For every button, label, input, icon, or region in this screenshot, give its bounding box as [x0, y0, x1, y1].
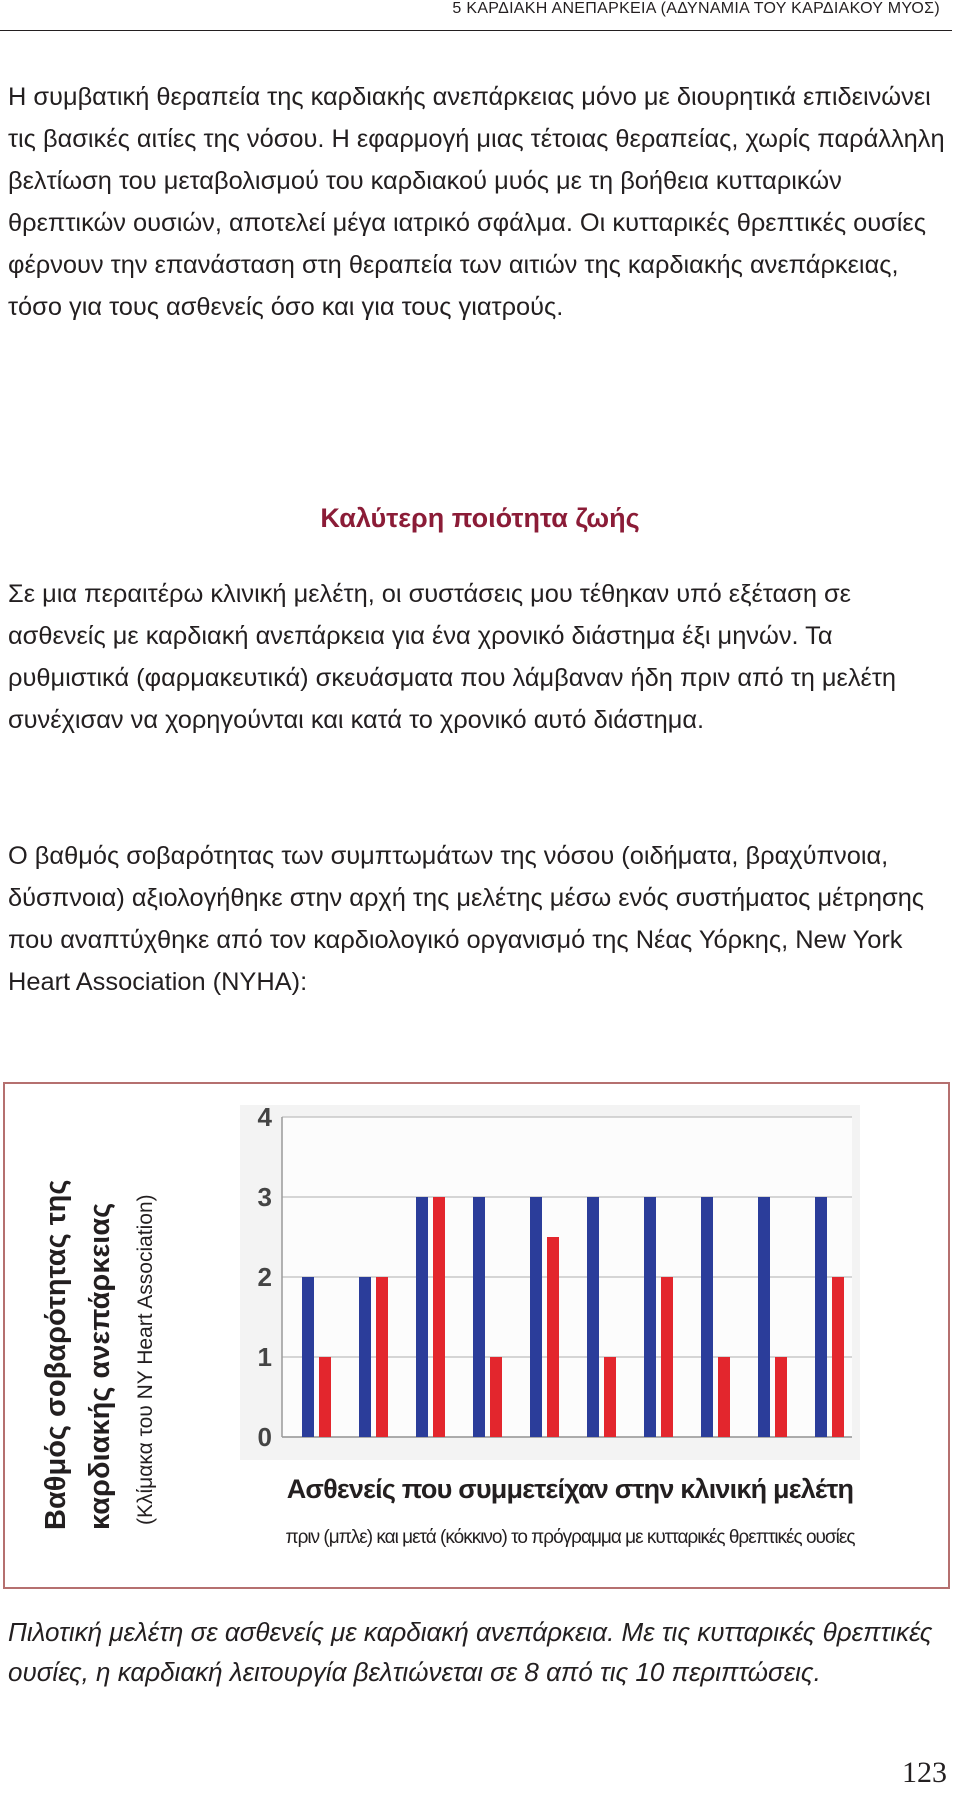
- chart-bar-after: [718, 1357, 730, 1437]
- chart-bar-after: [661, 1277, 673, 1437]
- chart-bar-before: [302, 1277, 314, 1437]
- chart-bar-before: [701, 1197, 713, 1437]
- page-number: 123: [902, 1756, 947, 1789]
- chart-bar-before: [587, 1197, 599, 1437]
- chart-y-axis-scale-note: (Κλίμακα του NY Heart Association): [134, 1194, 157, 1525]
- chart-bar-before: [473, 1197, 485, 1437]
- running-title: 5 ΚΑΡΔΙΑΚΗ ΑΝΕΠΑΡΚΕΙΑ (ΑΔΥΝΑΜΙΑ ΤΟΥ ΚΑΡΔΙΑΚΟΥ ΜΥΟΣ): [452, 0, 940, 17]
- chart-legend-note: πριν (μπλε) και μετά (κόκκινο) το πρόγραμμα με κυτταρικές θρεπτικές ουσίες: [285, 1527, 855, 1548]
- chart-bar-after: [604, 1357, 616, 1437]
- chart-x-axis-title: Ασθενείς που συμμετείχαν στην κλινική μελέτη: [286, 1474, 854, 1504]
- chart-bar-before: [758, 1197, 770, 1437]
- chart-bar-before: [416, 1197, 428, 1437]
- chart-y-tick-label: 0: [257, 1422, 272, 1452]
- chart-bar-after: [319, 1357, 331, 1437]
- paragraph-2: Σε μια περαιτέρω κλινική μελέτη, οι συστάσεις μου τέθηκαν υπό εξέταση σε ασθενείς με καρδιακή ανεπάρκεια για ένα χρονικό διάστημα έξι μηνών. Τα ρυθμιστικά (φαρμακευτικά) σκευάσματα που λάμβαναν ήδη πριν από τη μελέτη συνέχισαν να χορηγούνται και κατά το χρονικό αυτό διάστημα.: [8, 580, 897, 734]
- chart-y-axis-label-line2: καρδιακής ανεπάρκειας: [84, 1202, 116, 1530]
- chart-bar-after: [547, 1237, 559, 1437]
- chart-y-axis-label-line1: Βαθμός σοβαρότητας της: [40, 1179, 72, 1530]
- chart-y-tick-label: 2: [257, 1262, 272, 1292]
- chart-bar-after: [376, 1277, 388, 1437]
- chart-bar-after: [832, 1277, 844, 1437]
- chart-y-tick-label: 1: [257, 1342, 272, 1372]
- figure-caption: Πιλοτική μελέτη σε ασθενείς με καρδιακή ανεπάρκεια. Με τις κυτταρικές θρεπτικές ουσίες, η καρδιακή λειτουργία βελτιώνεται σε 8 από τις 10 περιπτώσεις.: [8, 1617, 933, 1687]
- paragraph-3: Ο βαθμός σοβαρότητας των συμπτωμάτων της νόσου (οιδήματα, βραχύπνοια, δύσπνοια) αξιολογήθηκε στην αρχή της μελέτης μέσω ενός συστήματος μέτρησης που αναπτύχθηκε από τον καρδιολογικό οργανισμό της Νέας Υόρκης, New York Heart Association (NYHA):: [8, 842, 925, 996]
- chart-bar-before: [530, 1197, 542, 1437]
- chart-bar-after: [433, 1197, 445, 1437]
- paragraph-1: Η συμβατική θεραπεία της καρδιακής ανεπάρκειας μόνο με διουρητικά επιδεινώνει τις βασικές αιτίες της νόσου. Η εφαρμογή μιας τέτοιας θεραπείας, χωρίς παράλληλη βελτίωση του μεταβολισμού του καρδιακού μυός με τη βοήθεια κυτταρικών θρεπτικών ουσιών, αποτελεί μέγα ιατρικό σφάλμα. Οι κυτταρικές θρεπτικές ουσίες φέρνουν την επανάσταση στη θεραπεία των αιτιών της καρδιακής ανεπάρκειας, τόσο για τους ασθενείς όσο και για τους γιατρούς.: [8, 83, 945, 321]
- chart-bar-before: [815, 1197, 827, 1437]
- chart-bar-after: [775, 1357, 787, 1437]
- chart-bar-after: [490, 1357, 502, 1437]
- section-heading: Καλύτερη ποιότητα ζωής: [320, 503, 640, 533]
- running-header: [0, 0, 952, 31]
- chart-bar-before: [644, 1197, 656, 1437]
- chart-y-tick-label: 4: [257, 1105, 272, 1132]
- chart-y-tick-label: 3: [257, 1182, 272, 1212]
- chart-bar-before: [359, 1277, 371, 1437]
- bar-chart: [240, 1105, 860, 1480]
